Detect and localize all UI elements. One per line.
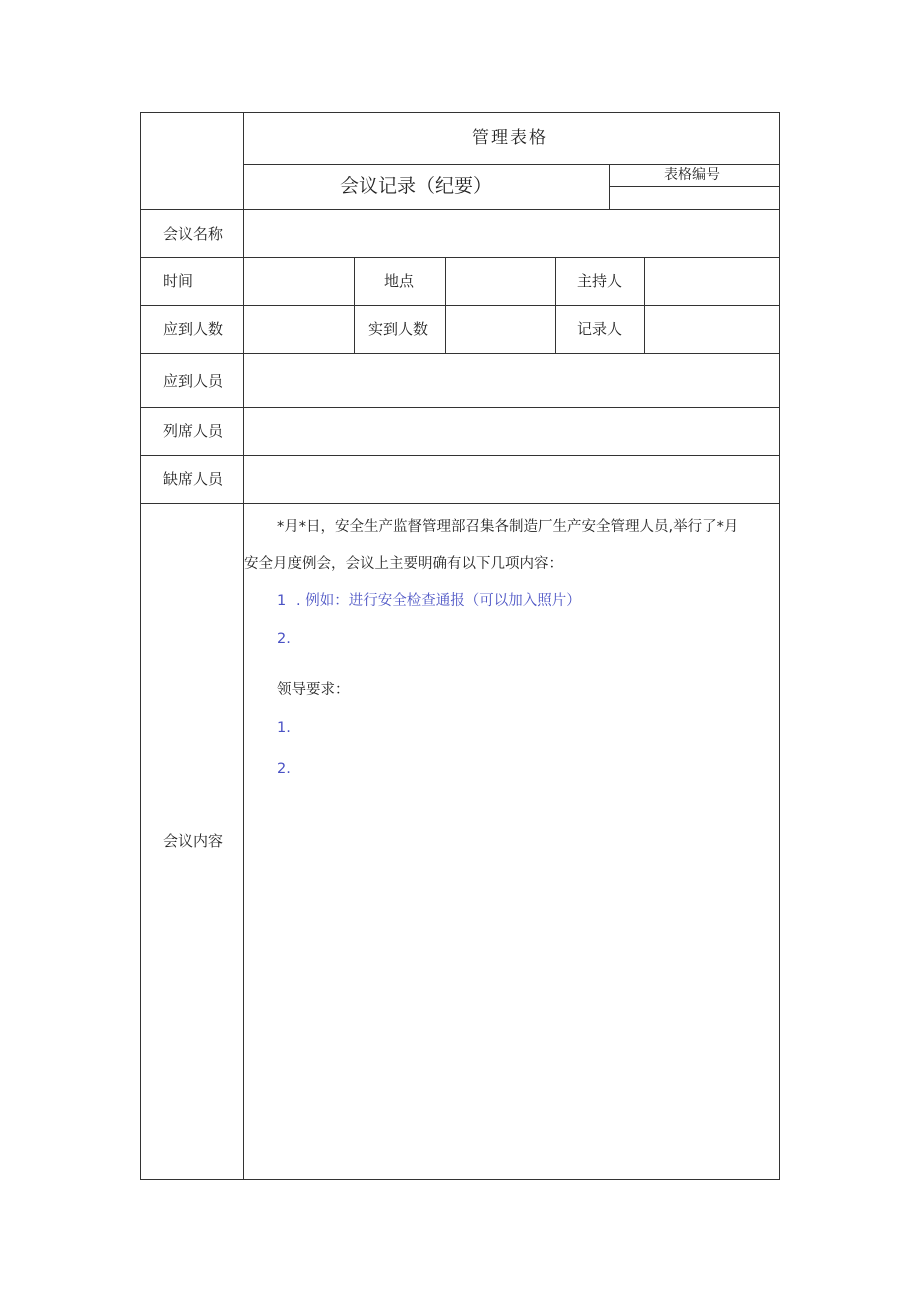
table-border-top xyxy=(140,112,780,113)
content-intro-line-1: *月*日，安全生产监督管理部召集各制造厂生产安全管理人员,举行了*月 xyxy=(277,519,739,535)
form-no-column-divider xyxy=(609,164,610,209)
column-divider xyxy=(354,257,355,353)
content-item-text: . 例如：进行安全检查通报（可以加入照片） xyxy=(296,593,581,609)
expected-attendees-field[interactable] xyxy=(252,372,772,390)
content-item-number: 2. xyxy=(277,631,291,647)
content-item-number: 1 xyxy=(277,593,287,609)
form-no-divider xyxy=(609,186,780,187)
row-divider xyxy=(140,209,780,210)
row-divider xyxy=(140,455,780,456)
meeting-content-label: 会议内容 xyxy=(163,832,224,850)
expected-attendees-label: 应到人员 xyxy=(163,372,224,390)
attendees-field[interactable] xyxy=(252,422,772,440)
content-intro-line-2: 安全月度例会，会议上主要明确有以下几项内容： xyxy=(244,556,563,572)
time-field[interactable] xyxy=(252,272,347,290)
form-category: 管理表格 xyxy=(472,128,548,148)
host-label: 主持人 xyxy=(577,272,623,290)
leader-item-number: 2. xyxy=(277,761,291,777)
column-divider xyxy=(644,257,645,353)
row-divider xyxy=(140,305,780,306)
row-divider xyxy=(140,353,780,354)
place-label: 地点 xyxy=(384,272,415,290)
header-divider xyxy=(243,164,780,165)
row-divider xyxy=(140,257,780,258)
host-field[interactable] xyxy=(652,272,772,290)
table-border-right xyxy=(779,112,780,1179)
meeting-name-field[interactable] xyxy=(252,225,772,243)
form-number-value[interactable] xyxy=(620,189,770,207)
time-label: 时间 xyxy=(163,272,194,290)
table-border-bottom xyxy=(140,1179,780,1180)
place-field[interactable] xyxy=(452,272,547,290)
expected-count-field[interactable] xyxy=(252,320,347,338)
meeting-name-label: 会议名称 xyxy=(163,225,224,243)
actual-count-field[interactable] xyxy=(452,320,547,338)
absentees-field[interactable] xyxy=(252,470,772,488)
column-divider xyxy=(445,257,446,353)
recorder-field[interactable] xyxy=(652,320,772,338)
absentees-label: 缺席人员 xyxy=(163,470,224,488)
form-number-label: 表格编号 xyxy=(664,167,720,183)
recorder-label: 记录人 xyxy=(577,320,623,338)
row-divider xyxy=(140,407,780,408)
column-divider xyxy=(555,257,556,353)
leader-item-number: 1. xyxy=(277,720,291,736)
leader-requirements-heading: 领导要求： xyxy=(277,682,350,698)
document-title: 会议记录（纪要） xyxy=(340,175,493,197)
actual-count-label: 实到人数 xyxy=(368,320,429,338)
expected-count-label: 应到人数 xyxy=(163,320,224,338)
meeting-content-area[interactable] xyxy=(244,504,779,1179)
attendees-label: 列席人员 xyxy=(163,422,224,440)
table-border-left xyxy=(140,112,141,1179)
